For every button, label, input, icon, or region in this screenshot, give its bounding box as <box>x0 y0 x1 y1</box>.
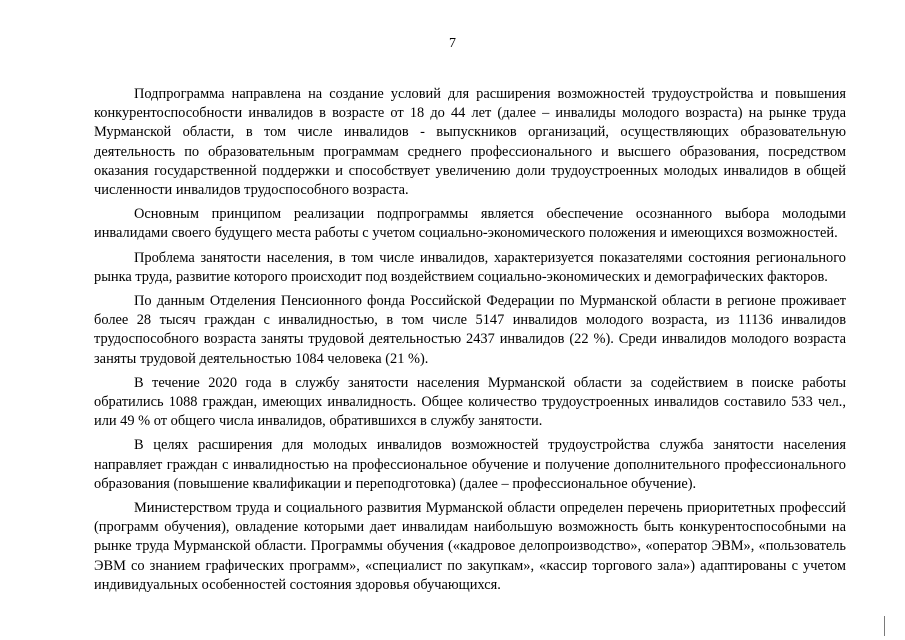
paragraph-pension-fund-data: По данным Отделения Пенсионного фонда Российской Федерации по Мурманской области в регионе проживает более 28 тысяч граждан с инвалидностью, в том числе 5147 инвалидов молодого возраста, из 11136 инвалидов трудоспособного возраста заняты трудовой деятельностью 2437 инвалидов (22 %). Среди инвалидов молодого возраста заняты трудовой деятельностью 1084 человека (21 %). <box>94 293 846 367</box>
paragraph-employment-problem: Проблема занятости населения, в том числе инвалидов, характеризуется показателями состояния регионального рынка труда, развитие которого происходит под воздействием социально-экономических и демографических факторов. <box>94 249 846 285</box>
paragraph-2020-applications: В течение 2020 года в службу занятости населения Мурманской области за содействием в поиске работы обратились 1088 граждан, имеющих инвалидность. Общее количество трудоустроенных инвалидов составило 533 чел., или 49 % от общего числа инвалидов, обратившихся в службу занятости. <box>94 374 846 430</box>
paragraph-priority-professions: Министерством труда и социального развития Мурманской области определен перечень приоритетных профессий (программ обучения), овладение которыми дает инвалидам наибольшую возможность быть конкурентоспособными на рынке труда Мурманской области. Программы обучения («кадровое делопроизводство», «оператор ЭВМ», «пользователь ЭВМ со знанием графических программ», «специалист по закупкам», «кассир торгового зала») адаптированы с учетом индивидуальных особенностей состояния здоровья обучающихся. <box>94 500 846 593</box>
paragraph-vocational-training: В целях расширения для молодых инвалидов возможностей трудоустройства служба занятости населения направляет граждан с инвалидностью на профессиональное обучение и получение дополнительного профессионального образования (повышение квалификации и переподготовка) (далее – профессиональное обучение). <box>94 437 846 492</box>
paragraph-subprogram-goal: Подпрограмма направлена на создание условий для расширения возможностей трудоустройства и повышения конкурентоспособности инвалидов в возрасте от 18 до 44 лет (далее – инвалиды молодого возраста) на рынке труда Мурманской области, в том числе инвалидов - выпускников организаций, осуществляющих образовательную деятельность по образовательным программам среднего профессионального и высшего образования, посредством оказания государственной поддержки и способствует увеличению доли трудоустроенных молодых инвалидов в общей численности инвалидов трудоспособного возраста. <box>94 86 846 199</box>
page-number: 7 <box>449 36 456 51</box>
document-body <box>94 85 846 595</box>
paragraph-main-principle: Основным принципом реализации подпрограммы является обеспечение осознанного выбора молодыми инвалидами своего будущего места работы с учетом социально-экономического положения и имеющихся возможностей. <box>94 206 846 242</box>
scan-edge-mark <box>884 616 885 636</box>
